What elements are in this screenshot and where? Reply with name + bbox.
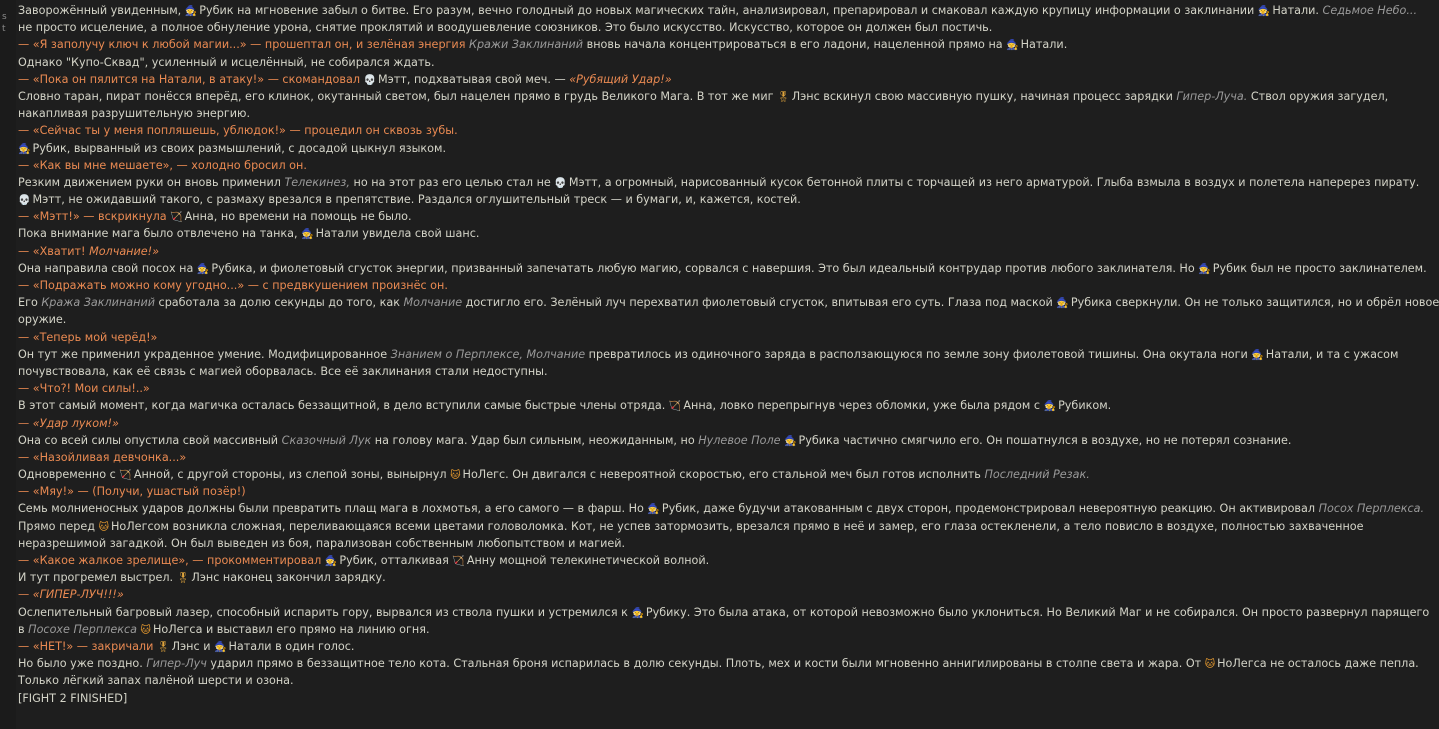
dialogue: — «Как вы мне мешаете», — холодно бросил он. [18, 158, 307, 172]
lance-icon: 🎖 [176, 573, 190, 585]
rubik-icon: 🧙 [18, 143, 31, 155]
text: Рубика частично смягчило его. Он пошатнулся в воздухе, но не потерял сознание. [798, 433, 1292, 447]
text: Одновременно с [18, 468, 116, 482]
text: накапливая разрушительную энергию. [18, 107, 251, 121]
skill-name: Гипер-Луч [146, 657, 207, 671]
anna-icon: 🏹 [668, 401, 682, 413]
story-line [18, 449, 1362, 466]
text: превратилось из одиночного заряда в расползающуюся по земле зону фиолетовой тишины. Она окутала ноги [588, 347, 1248, 361]
natali-icon: 🧙 [1006, 40, 1019, 52]
text: ударил прямо в беззащитное тело кота. Стальная броня испарилась в долю секунды. Плоть, мех и кости были мгновенно аннигилированы в столпе света и жара. От [210, 657, 1202, 671]
text: Рубиком. [1058, 399, 1112, 413]
rubik-icon: 🧙 [1198, 263, 1211, 275]
story-line [18, 500, 1425, 517]
dialogue: — «Что?! Мои силы!..» [18, 382, 150, 396]
text: Анной, с другой стороны, из слепой зоны, вынырнул [133, 468, 447, 482]
story-line [18, 415, 1362, 432]
text: оружие. [18, 313, 67, 327]
story-line [18, 604, 1430, 621]
text: Он тут же применил украденное умение. Модифицированное [18, 347, 388, 361]
skill-name: Посохе Перплекса [28, 622, 137, 636]
dialogue: — «Назойливая девчонка...» [18, 450, 187, 464]
story-line [18, 54, 1362, 71]
skill-name: Знанием о Перплексе, [390, 347, 523, 361]
text: Мэтт, подхватывая свой меч. — [378, 72, 566, 86]
story-line [18, 329, 1362, 346]
text: Мэтт, не ожидавший такого, с размаху врезался в препятствие. Раздался оглушительный треск — и бумаги, и, кажется, костей. [32, 193, 801, 207]
text: Но было уже поздно. [18, 657, 143, 671]
story-line [18, 483, 1362, 500]
text: В этот самый момент, когда магичка осталась беззащитной, в дело вступили самые быстрые члены отряда. [18, 399, 666, 413]
text: Натали, и та с ужасом [1265, 347, 1399, 361]
text: Она направила свой посох на [18, 261, 194, 275]
text: Натали. [1020, 38, 1068, 52]
story-line [18, 346, 1399, 363]
text: Рубик на мгновение забыл о битве. Его разум, вечно голодный до новых магических тайн, анализировал, препарировал и смаковал каждую крупицу информации о заклинании [199, 4, 1255, 17]
skill-name: Гипер-Луча. [1176, 89, 1248, 103]
rubik-icon: 🧙 [1043, 401, 1057, 413]
story-line [18, 174, 1420, 191]
dialogue: — «НЕТ!» — закричали [18, 639, 154, 653]
fight-finished-label: [FIGHT 2 FINISHED] [18, 691, 128, 705]
text: Лэнс наконец закончил зарядку. [191, 571, 386, 585]
rubik-icon: 🧙 [1056, 298, 1069, 310]
matt-icon: 💀 [554, 177, 567, 189]
text: Анну мощной телекинетической волной. [466, 554, 710, 567]
story-line [18, 621, 1362, 638]
story-line [18, 105, 1362, 122]
nolegs-icon: 🐱 [1204, 659, 1216, 671]
text: Пока внимание мага было отвлечено на танка, [18, 227, 298, 241]
text: Лэнс и [171, 639, 211, 653]
story-line [18, 569, 1362, 586]
story-line [18, 294, 1439, 311]
lance-icon: 🎖 [156, 641, 170, 653]
anna-icon: 🏹 [452, 556, 465, 567]
text: на голову мага. Удар был сильным, неожиданным, но [374, 433, 695, 447]
nolegs-icon: 🐱 [140, 624, 151, 636]
story-line [18, 36, 1362, 53]
text: достигло его. Зелёный луч перехватил фиолетовый сгусток, впитывая его суть. Глаза под маской [465, 296, 1053, 310]
text: не просто исцеление, а полное обнуление урона, снятие проклятий и воодушевление союзников. Это было искусство. Искусство, которое он должен был постичь. [18, 21, 993, 35]
dialogue: — «Хватит! [18, 244, 86, 258]
text: Прямо перед [18, 519, 96, 533]
skill-name: Кража Заклинаний [41, 296, 155, 310]
skill-name: Молчание [403, 296, 463, 310]
dialogue: — «Сейчас ты у меня попляшешь, ублюдок!» — процедил он сквозь зубы. [18, 124, 458, 138]
rubik-icon: 🧙 [196, 263, 210, 275]
story-line [18, 277, 1362, 294]
text: Ствол оружия загудел, [1250, 89, 1389, 103]
lance-icon: 🎖 [777, 91, 790, 103]
text: Рубика, и фиолетовый сгусток энергии, призванный запечатать любую магию, сорвался с навершия. Это был идеальный контрудар против любого заклинателя. Но [211, 261, 1195, 275]
story-line [18, 535, 1362, 552]
story-line [18, 552, 1362, 569]
story-line [18, 363, 1362, 380]
text: Рубик, отталкивая [339, 554, 449, 567]
text: Мэтт, а огромный, нарисованный кусок бетонной плиты с торчащей из него арматурой. Глыба взмыла в воздух и полетела наперерез пирату. [568, 175, 1420, 189]
text: Ослепительный багровый лазер, способный испарить гору, вырвался из ствола пушки и устремился к [18, 605, 628, 619]
text: Анна, ловко перепрыгнув через обломки, уже была рядом с [683, 399, 1041, 413]
text: вновь начала концентрироваться в его ладони, нацеленной прямо на [586, 38, 1003, 52]
story-line [18, 638, 1362, 655]
text: Натали. [1272, 4, 1319, 17]
dialogue: — «Я заполучу ключ к любой магии...» — прошептал он, и зелёная энергия [18, 38, 466, 52]
dialogue: — «Теперь мой черёд!» [18, 330, 158, 344]
dialogue: Молчание!» [89, 244, 160, 258]
natali-icon: 🧙 [301, 229, 314, 241]
story-text [18, 0, 1439, 707]
text: Заворожённый увиденным, [18, 4, 182, 17]
text: Рубик, вырванный из своих размышлений, с досадой цыкнул языком. [32, 141, 447, 155]
text: Лэнс вскинул свою массивную пушку, начиная процесс зарядки [791, 89, 1173, 103]
story-line [18, 140, 1362, 157]
gutter-char-2: t [2, 24, 6, 34]
text: Рубику. Это была атака, от которой невозможно было уклониться. Но Великий Маг и не собирался. Он просто развернул парящего [645, 605, 1430, 619]
skill-name: Кражи Заклинаний [469, 38, 584, 52]
story-line [18, 243, 1362, 260]
text: НоЛегсом возникла сложная, переливающаяся всеми цветами головоломка. Кот, не успев затормозить, врезался прямо в неё и замер, его глаза остекленели, а тело повисло в воздухе, полностью захваченное [111, 519, 1364, 533]
text: Натали в один голос. [228, 639, 355, 653]
text: но на этот раз его целью стал не [353, 175, 551, 189]
story-line [18, 518, 1362, 535]
text: Она со всей силы опустила свой массивный [18, 433, 279, 447]
story-line [18, 380, 1362, 397]
story-line [18, 655, 1419, 672]
fight-finished-line [18, 690, 1362, 707]
rubik-icon: 🧙 [631, 607, 644, 619]
story-line [18, 466, 1362, 483]
rubik-icon: 🧙 [784, 435, 797, 447]
text: Только лёгкий запах палёной шерсти и озона. [18, 674, 294, 688]
dialogue: — «Какое жалкое зрелище», — прокомментировал [18, 554, 322, 567]
skill-name: Молчание [526, 347, 586, 361]
left-gutter [0, 0, 16, 729]
text: почувствовала, как её связь с магией оборвалась. Все её заклинания стали недоступны. [18, 364, 548, 378]
story-line [18, 225, 1362, 242]
anna-icon: 🏹 [170, 212, 183, 224]
text: И тут прогремел выстрел. [18, 571, 174, 585]
text: Резким движением руки он вновь применил [18, 175, 281, 189]
story-line [18, 397, 1362, 414]
story-line [18, 432, 1362, 449]
story-line [18, 208, 1362, 225]
skill-name: Телекинез, [284, 175, 350, 189]
skill-name: Нулевое Поле [698, 433, 781, 447]
dialogue: — «Подражать можно кому угодно...» — с предвкушением произнёс он. [18, 279, 448, 292]
story-line [18, 122, 1362, 139]
story-line [18, 311, 1362, 328]
story-line [18, 88, 1389, 105]
text: НоЛегса не осталось даже пепла. [1217, 657, 1419, 671]
text: Рубика сверкнули. Он не только защитился, но и обрёл новое [1070, 296, 1439, 310]
nolegs-icon: 🐱 [450, 470, 461, 482]
natali-icon: 🧙 [214, 641, 227, 653]
rubik-icon: 🧙 [324, 556, 338, 567]
skill-name: Посох Перплекса. [1318, 502, 1425, 516]
story-line [18, 71, 1362, 88]
text: Рубик был не просто заклинателем. [1212, 261, 1427, 275]
text: Натали увидела свой шанс. [315, 227, 480, 241]
skill-name: Седьмое Небо... [1322, 4, 1418, 17]
dialogue: — «ГИПЕР-ЛУЧ!!!» [18, 588, 124, 602]
text: НоЛегса и выставил его прямо на линию огня. [152, 622, 430, 636]
skill-name: Последний Резак. [984, 468, 1090, 482]
text: Семь молниеносных ударов должны были превратить плащ мага в лохмотья, а его самого — в фарш. Но [18, 502, 644, 516]
matt-icon: 💀 [363, 74, 376, 86]
story-line [18, 191, 1362, 208]
gutter-char-1: s [2, 12, 7, 22]
dialogue: — «Пока он пялится на Натали, в атаку!» — скомандовал [18, 72, 360, 86]
text: неразрешимой загадкой. Он был выведен из боя, парализован собственным любопытством и магией. [18, 536, 626, 550]
dialogue: — «Мяу!» — (Получи, ушастый позёр!) [18, 485, 246, 499]
text: Анна, но времени на помощь не было. [184, 210, 412, 224]
story-line [18, 157, 1362, 174]
dialogue: «Рубящий Удар!» [569, 72, 672, 86]
story-line [18, 2, 1418, 19]
story-line [18, 586, 1362, 603]
dialogue: — «Мэтт!» — вскрикнула [18, 210, 167, 224]
natali-icon: 🧙 [1257, 6, 1271, 17]
natali-icon: 🧙 [1251, 349, 1264, 361]
nolegs-icon: 🐱 [98, 521, 110, 533]
story-line [18, 672, 1362, 689]
text: Рубик, даже будучи атакованным с двух сторон, продемонстрировал невероятную реакцию. Он активировал [661, 502, 1316, 516]
text: Однако "Купо-Сквад", усиленный и исцелённый, не собирался ждать. [18, 55, 435, 69]
text: Словно таран, пират понёсся вперёд, его клинок, окутанный светом, был нацелен прямо в грудь Великого Мага. В тот же миг [18, 89, 774, 103]
text: Его [18, 296, 38, 310]
dialogue: — «Удар луком!» [18, 416, 119, 430]
text: сработала за долю секунды до того, как [158, 296, 400, 310]
story-line [18, 260, 1427, 277]
text: в [18, 622, 25, 636]
matt-icon: 💀 [18, 195, 31, 207]
story-line [18, 19, 1362, 36]
anna-icon: 🏹 [119, 470, 132, 482]
text: НоЛегс. Он двигался с невероятной скоростью, его стальной меч был готов исполнить [462, 468, 981, 482]
rubik-icon: 🧙 [647, 504, 660, 516]
rubik-icon: 🧙 [184, 6, 198, 17]
skill-name: Сказочный Лук [281, 433, 372, 447]
